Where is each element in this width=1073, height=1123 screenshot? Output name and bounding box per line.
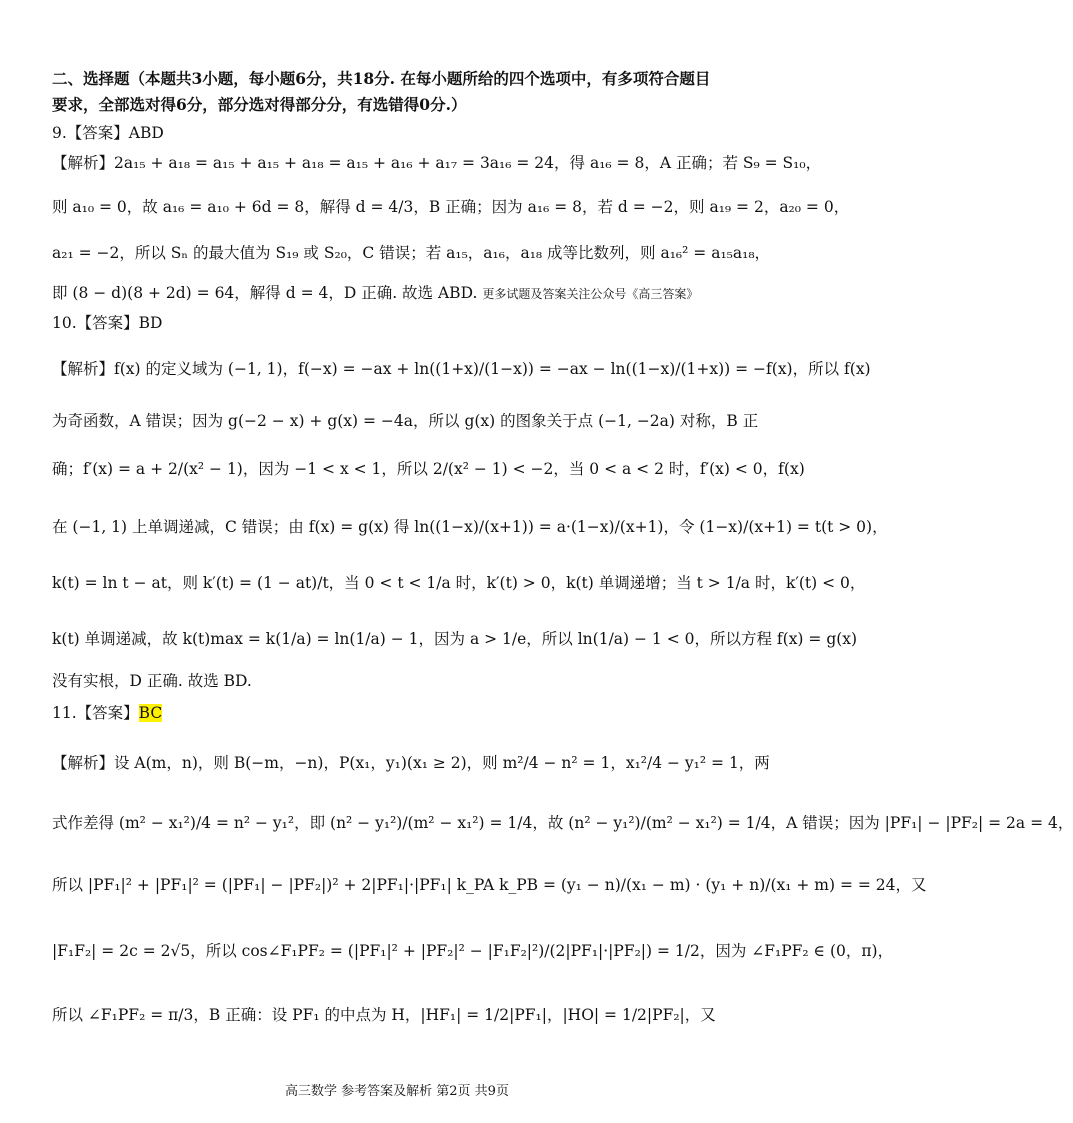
- q11-line-4: |F₁F₂| = 2c = 2√5，所以 cos∠F₁PF₂ = (|PF₁|² + |PF₂|² − |F₁F₂|²)/(2|PF₁|·|PF₂|) = 1/2，因为 ∠F₁PF₂ ∈ (0，π)，: [52, 942, 894, 960]
- q10-line-1: 【解析】f(x) 的定义域为 (−1, 1)，f(−x) = −ax + ln((1+x)/(1−x)) = −ax − ln((1−x)/(1+x)) = −f(x)，所以 f(x): [52, 360, 871, 378]
- q10-line-2: 为奇函数，A 错误；因为 g(−2 − x) + g(x) = −4a，所以 g(x) 的图象关于点 (−1, −2a) 对称，B 正: [52, 412, 759, 430]
- q9-answer: 9.【答案】ABD: [52, 124, 164, 142]
- q9-line-1: 【解析】2a₁₅ + a₁₈ = a₁₅ + a₁₅ + a₁₈ = a₁₅ + a₁₆ + a₁₇ = 3a₁₆ = 24，得 a₁₆ = 8，A 正确；若 S₉ = S₁₀，: [52, 154, 822, 172]
- section-heading-line-2: 要求，全部选对得6分，部分选对得部分分，有选错得0分.）: [52, 95, 467, 114]
- q11-answer-prefix: 11.【答案】: [52, 704, 139, 722]
- q11-line-3: 所以 |PF₁|² + |PF₁|² = (|PF₁| − |PF₂|)² + 2|PF₁|·|PF₁| k_PA k_PB = (y₁ − n)/(x₁ − m) · (y₁ + n)/(x₁ + m) = = 24，又: [52, 876, 927, 894]
- q10-line-4: 在 (−1, 1) 上单调递减，C 错误；由 f(x) = g(x) 得 ln((1−x)/(x+1)) = a·(1−x)/(x+1)，令 (1−x)/(x+1) = t(t > 0)，: [52, 518, 888, 536]
- q9-note: 更多试题及答案关注公众号《高三答案》: [482, 287, 699, 301]
- q10-answer: 10.【答案】BD: [52, 314, 163, 332]
- q11-line-1: 【解析】设 A(m，n)，则 B(−m，−n)，P(x₁，y₁)(x₁ ≥ 2)，则 m²/4 − n² = 1，x₁²/4 − y₁² = 1，两: [52, 754, 770, 772]
- q9-line-3: a₂₁ = −2，所以 Sₙ 的最大值为 S₁₉ 或 S₂₀，C 错误；若 a₁₅，a₁₆，a₁₈ 成等比数列，则 a₁₆² = a₁₅a₁₈，: [52, 244, 771, 262]
- q9-line-4-text: 即 (8 − d)(8 + 2d) = 64，解得 d = 4，D 正确. 故选 ABD.: [52, 284, 478, 302]
- q11-answer: [52, 702, 742, 724]
- q10-line-7: 没有实根，D 正确. 故选 BD.: [52, 672, 252, 690]
- q10-line-5: k(t) = ln t − at，则 k′(t) = (1 − at)/t，当 0 < t < 1/a 时，k′(t) > 0，k(t) 单调递增；当 t > 1/a 时，k′(t) < 0，: [52, 574, 866, 592]
- q11-answer-value: BC: [138, 704, 163, 722]
- section-heading-line-1: 二、选择题（本题共3小题，每小题6分，共18分. 在每小题所给的四个选项中，有多项符合题目: [52, 69, 711, 88]
- page-footer: 高三数学 参考答案及解析 第2页 共9页: [285, 1084, 509, 1099]
- q11-line-2: 式作差得 (m² − x₁²)/4 = n² − y₁²，即 (n² − y₁²)/(m² − x₁²) = 1/4，故 (n² − y₁²)/(m² − x₁²) = 1/4，A 错误；因为 |PF₁| − |PF₂| = 2a = 4，: [52, 814, 1073, 832]
- q9-line-4: [52, 282, 742, 305]
- q11-line-5: 所以 ∠F₁PF₂ = π/3，B 正确：设 PF₁ 的中点为 H，|HF₁| = 1/2|PF₁|，|HO| = 1/2|PF₂|，又: [52, 1006, 716, 1024]
- q10-line-3: 确；f′(x) = a + 2/(x² − 1)，因为 −1 < x < 1，所以 2/(x² − 1) < −2，当 0 < a < 2 时，f′(x) < 0，f(x): [52, 460, 805, 478]
- q10-line-6: k(t) 单调递减，故 k(t)max = k(1/a) = ln(1/a) − 1，因为 a > 1/e，所以 ln(1/a) − 1 < 0，所以方程 f(x) = g(x): [52, 630, 858, 648]
- q9-line-2: 则 a₁₀ = 0，故 a₁₆ = a₁₀ + 6d = 8，解得 d = 4/3，B 正确；因为 a₁₆ = 8，若 d = −2，则 a₁₉ = 2，a₂₀ = 0，: [52, 198, 850, 216]
